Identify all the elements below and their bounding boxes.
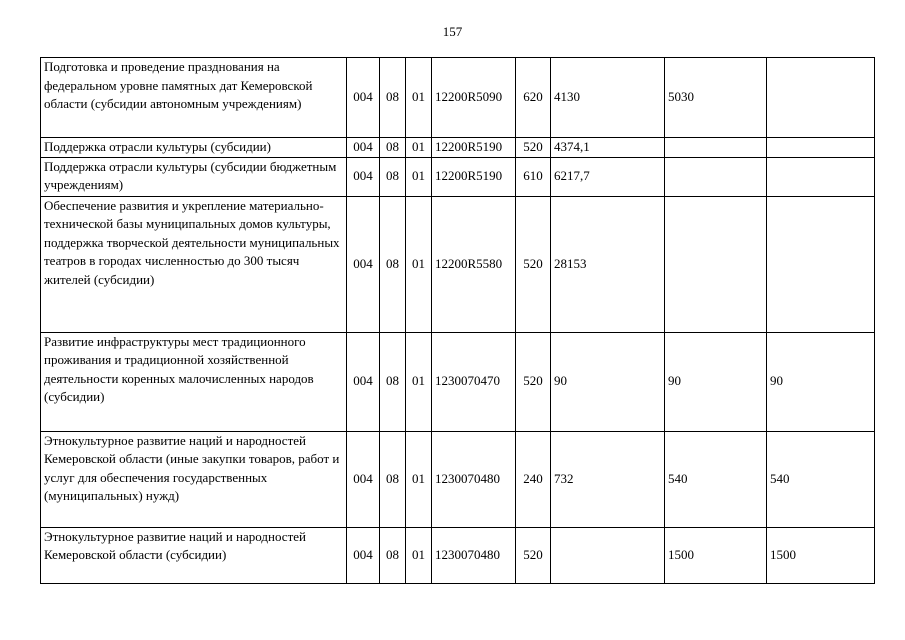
year1-amount: 4374,1 <box>551 138 665 158</box>
table-row <box>41 157 875 196</box>
ministry-code: 004 <box>347 157 380 196</box>
ministry-code: 004 <box>347 58 380 138</box>
target-article-code: 12200R5190 <box>432 138 516 158</box>
page-number: 157 <box>442 24 463 39</box>
row-description: Поддержка отрасли культуры (субсидии бюджетным учреждениям) <box>41 157 347 196</box>
row-description: Подготовка и проведение празднования на федеральном уровне памятных дат Кемеровской области (субсидии автономным учреждениям) <box>41 58 347 138</box>
table-row <box>41 332 875 431</box>
ministry-code: 004 <box>347 431 380 527</box>
section-code: 08 <box>380 58 406 138</box>
row-description: Этнокультурное развитие наций и народностей Кемеровской области (субсидии) <box>41 527 347 583</box>
section-code: 08 <box>380 157 406 196</box>
target-article-code: 1230070470 <box>432 332 516 431</box>
target-article-code: 1230070480 <box>432 431 516 527</box>
expense-type-code: 520 <box>516 527 551 583</box>
target-article-code: 12200R5580 <box>432 196 516 332</box>
year2-amount: 90 <box>665 332 767 431</box>
subsection-code: 01 <box>406 431 432 527</box>
year3-amount <box>767 196 875 332</box>
year3-amount: 1500 <box>767 527 875 583</box>
table-row <box>41 138 875 158</box>
subsection-code: 01 <box>406 527 432 583</box>
year2-amount: 540 <box>665 431 767 527</box>
section-code: 08 <box>380 138 406 158</box>
expense-type-code: 520 <box>516 196 551 332</box>
ministry-code: 004 <box>347 332 380 431</box>
year3-amount <box>767 138 875 158</box>
table-row <box>41 196 875 332</box>
year2-amount: 1500 <box>665 527 767 583</box>
year1-amount: 732 <box>551 431 665 527</box>
section-code: 08 <box>380 196 406 332</box>
expense-type-code: 520 <box>516 138 551 158</box>
row-description: Развитие инфраструктуры мест традиционного проживания и традиционной хозяйственной деятельности коренных малочисленных народов (субсидии) <box>41 332 347 431</box>
subsection-code: 01 <box>406 332 432 431</box>
expense-type-code: 520 <box>516 332 551 431</box>
year2-amount <box>665 157 767 196</box>
year2-amount: 5030 <box>665 58 767 138</box>
expense-type-code: 240 <box>516 431 551 527</box>
budget-table <box>40 57 875 584</box>
year1-amount: 6217,7 <box>551 157 665 196</box>
year1-amount: 28153 <box>551 196 665 332</box>
row-description: Поддержка отрасли культуры (субсидии) <box>41 138 347 158</box>
year1-amount: 4130 <box>551 58 665 138</box>
section-code: 08 <box>380 431 406 527</box>
year2-amount <box>665 196 767 332</box>
row-description: Этнокультурное развитие наций и народностей Кемеровской области (иные закупки товаров, работ и услуг для обеспечения государственных (муниципальных) нужд) <box>41 431 347 527</box>
subsection-code: 01 <box>406 157 432 196</box>
subsection-code: 01 <box>406 58 432 138</box>
expense-type-code: 620 <box>516 58 551 138</box>
year2-amount <box>665 138 767 158</box>
row-description: Обеспечение развития и укрепление материально-технической базы муниципальных домов культуры, поддержка творческой деятельности муниципальных театров в городах численностью до 300 тысяч жителей (субсидии) <box>41 196 347 332</box>
section-code: 08 <box>380 527 406 583</box>
target-article-code: 12200R5090 <box>432 58 516 138</box>
expense-type-code: 610 <box>516 157 551 196</box>
year1-amount <box>551 527 665 583</box>
subsection-code: 01 <box>406 138 432 158</box>
table-row <box>41 527 875 583</box>
target-article-code: 1230070480 <box>432 527 516 583</box>
table-row <box>41 58 875 138</box>
year3-amount <box>767 157 875 196</box>
year3-amount: 540 <box>767 431 875 527</box>
ministry-code: 004 <box>347 196 380 332</box>
year3-amount <box>767 58 875 138</box>
target-article-code: 12200R5190 <box>432 157 516 196</box>
table-row <box>41 431 875 527</box>
ministry-code: 004 <box>347 138 380 158</box>
year3-amount: 90 <box>767 332 875 431</box>
ministry-code: 004 <box>347 527 380 583</box>
section-code: 08 <box>380 332 406 431</box>
year1-amount: 90 <box>551 332 665 431</box>
subsection-code: 01 <box>406 196 432 332</box>
